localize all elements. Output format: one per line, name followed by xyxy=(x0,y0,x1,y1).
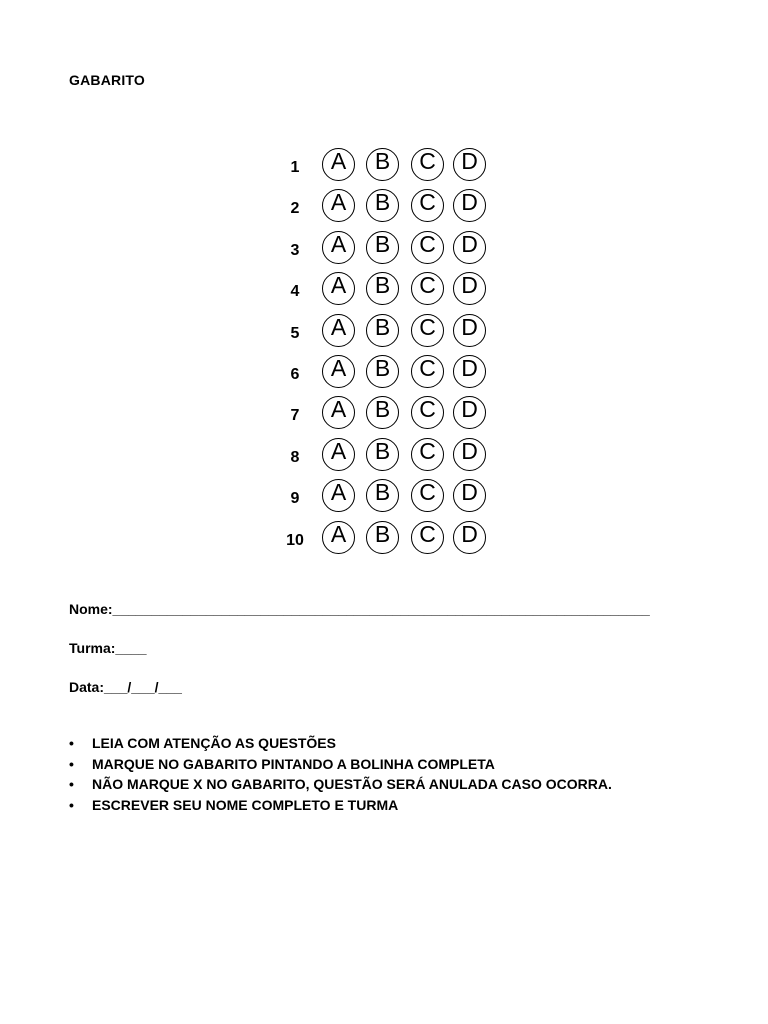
question-row xyxy=(280,146,500,187)
question-number: 1 xyxy=(290,159,300,176)
instruction-text: LEIA COM ATENÇÃO AS QUESTÕES xyxy=(92,735,336,751)
answer-bubble-d[interactable]: D xyxy=(453,231,486,264)
answer-bubble-d[interactable]: D xyxy=(453,189,486,222)
answer-bubble-c[interactable]: C xyxy=(411,355,444,388)
page-title: GABARITO xyxy=(69,72,146,88)
bullet-icon: • xyxy=(69,755,74,772)
question-number: 8 xyxy=(290,448,300,466)
answer-bubble-b[interactable]: B xyxy=(366,438,399,471)
answer-bubble-b[interactable]: B xyxy=(366,521,399,554)
date-field[interactable]: Data:___/___/___ xyxy=(69,679,182,695)
question-number: 6 xyxy=(290,365,300,383)
answer-bubble-b[interactable]: B xyxy=(366,231,399,264)
question-row xyxy=(280,229,500,270)
instruction-text: MARQUE NO GABARITO PINTANDO A BOLINHA COMPLETA xyxy=(92,755,495,772)
answer-bubble-b[interactable]: B xyxy=(366,189,399,222)
instructions-list xyxy=(69,735,612,817)
class-field[interactable]: Turma:____ xyxy=(69,640,147,656)
answer-bubble-d[interactable]: D xyxy=(453,148,486,181)
answer-bubble-c[interactable]: C xyxy=(411,189,444,222)
answer-bubble-d[interactable]: D xyxy=(453,479,486,512)
answer-bubble-a[interactable]: A xyxy=(322,272,355,305)
instruction-text: NÃO MARQUE X NO GABARITO, QUESTÃO SERÁ ANULADA CASO OCORRA. xyxy=(92,776,612,792)
answer-bubble-d[interactable]: D xyxy=(453,438,486,471)
answer-bubble-d[interactable]: D xyxy=(453,396,486,429)
question-number: 10 xyxy=(286,531,304,549)
answer-bubble-b[interactable]: B xyxy=(366,272,399,305)
answer-bubble-b[interactable]: B xyxy=(366,355,399,388)
answer-bubble-d[interactable]: D xyxy=(453,355,486,388)
answer-bubble-a[interactable]: A xyxy=(322,521,355,554)
question-row xyxy=(280,477,500,518)
answer-grid xyxy=(280,146,500,560)
answer-bubble-a[interactable]: A xyxy=(322,231,355,264)
instruction-item xyxy=(69,776,612,797)
answer-bubble-d[interactable]: D xyxy=(453,272,486,305)
question-row xyxy=(280,519,500,560)
answer-bubble-d[interactable]: D xyxy=(453,521,486,554)
question-number: 4 xyxy=(290,283,300,301)
question-row xyxy=(280,187,500,228)
question-number: 9 xyxy=(290,490,300,508)
answer-bubble-d[interactable]: D xyxy=(453,314,486,347)
question-row xyxy=(280,312,500,353)
answer-bubble-b[interactable]: B xyxy=(366,148,399,181)
question-number: 5 xyxy=(290,324,300,342)
instruction-item xyxy=(69,797,612,818)
answer-bubble-b[interactable]: B xyxy=(366,479,399,512)
answer-bubble-c[interactable]: C xyxy=(411,314,444,347)
bullet-icon: • xyxy=(69,735,74,751)
answer-bubble-c[interactable]: C xyxy=(411,521,444,554)
answer-bubble-a[interactable]: A xyxy=(322,189,355,222)
answer-bubble-c[interactable]: C xyxy=(411,479,444,512)
answer-bubble-a[interactable]: A xyxy=(322,148,355,181)
answer-bubble-c[interactable]: C xyxy=(411,231,444,264)
bullet-icon: • xyxy=(69,796,74,813)
answer-bubble-a[interactable]: A xyxy=(322,438,355,471)
answer-bubble-a[interactable]: A xyxy=(322,314,355,347)
name-field[interactable]: Nome:_____________________________________________________________________ xyxy=(69,601,650,617)
question-number: 7 xyxy=(290,407,300,425)
instruction-item xyxy=(69,735,612,756)
question-row xyxy=(280,270,500,311)
answer-bubble-b[interactable]: B xyxy=(366,314,399,347)
question-row xyxy=(280,436,500,477)
question-number: 2 xyxy=(290,200,300,218)
question-number: 3 xyxy=(290,241,300,259)
bullet-icon: • xyxy=(69,776,74,792)
answer-bubble-b[interactable]: B xyxy=(366,396,399,429)
instruction-text: ESCREVER SEU NOME COMPLETO E TURMA xyxy=(92,796,399,813)
answer-bubble-c[interactable]: C xyxy=(411,148,444,181)
answer-bubble-a[interactable]: A xyxy=(322,396,355,429)
question-row xyxy=(280,353,500,394)
answer-bubble-c[interactable]: C xyxy=(411,396,444,429)
answer-bubble-c[interactable]: C xyxy=(411,438,444,471)
question-row xyxy=(280,394,500,435)
instruction-item xyxy=(69,756,612,777)
answer-bubble-a[interactable]: A xyxy=(322,355,355,388)
answer-bubble-c[interactable]: C xyxy=(411,272,444,305)
answer-bubble-a[interactable]: A xyxy=(322,479,355,512)
